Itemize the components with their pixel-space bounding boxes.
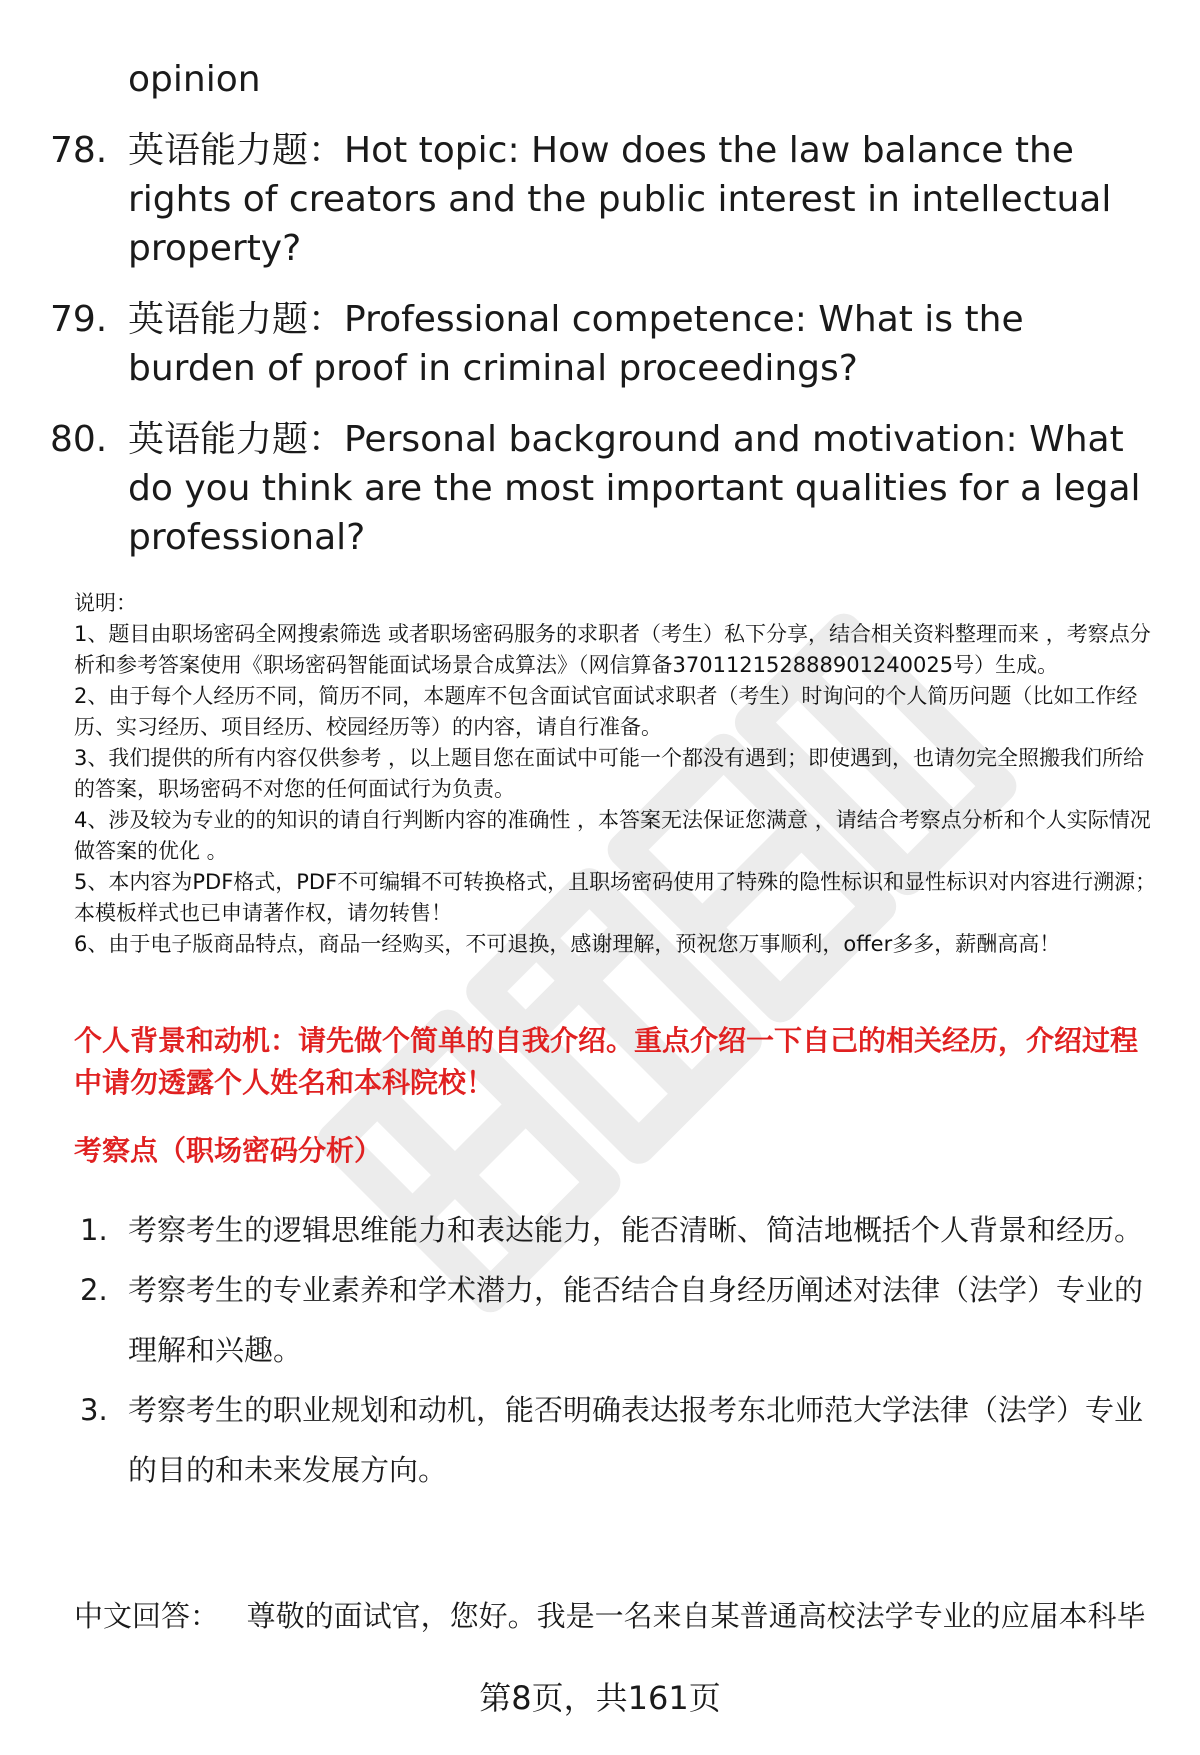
answer-text: 尊敬的面试官，您好。我是一名来自某普通高校法学专业的应届本科毕 <box>246 1599 1146 1633</box>
point-text: 考察考生的专业素养和学术潜力，能否结合自身经历阐述对法律（法学）专业的理解和兴趣。 <box>128 1273 1144 1367</box>
question-number: 80. <box>50 419 108 460</box>
answer-label: 中文回答： <box>74 1599 220 1633</box>
question-text: 英语能力题：Hot topic: How does the law balance the rights of creators and the public interest in intellectual property? <box>128 130 1112 269</box>
note-item: 3、我们提供的所有内容仅供参考 ，以上题目您在面试中可能一个都没有遇到；即使遇到，也请勿完全照搬我们所给的答案，职场密码不对您的任何面试行为负责。 <box>74 746 1145 801</box>
point-text: 考察考生的逻辑思维能力和表达能力，能否清晰、简洁地概括个人背景和经历。 <box>128 1213 1144 1247</box>
question-item <box>50 55 1160 104</box>
question-item <box>50 126 1160 273</box>
point-number: 2. <box>80 1273 108 1307</box>
note-item: 2、由于每个人经历不同，简历不同，本题库不包含面试官面试求职者（考生）时询问的个人简历问题（比如工作经历、实习经历、项目经历、校园经历等）的内容，请自行准备。 <box>74 684 1138 739</box>
page-footer: 第8页，共161页 <box>479 1679 721 1717</box>
question-item <box>50 295 1160 393</box>
point-number: 1. <box>80 1213 108 1247</box>
question-text: 英语能力题：Professional competence: What is the burden of proof in criminal proceedings? <box>128 299 1024 389</box>
question-number: 79. <box>50 299 108 340</box>
question-number <box>50 55 128 104</box>
note-item: 1、题目由职场密码全网搜索筛选 或者职场密码服务的求职者（考生）私下分享，结合相关资料整理而来 ，考察点分析和参考答案使用《职场密码智能面试场景合成算法》（网信算备370112152888901240025号）生成。 <box>74 622 1151 677</box>
question-item <box>50 415 1160 562</box>
section-question-heading: 个人背景和动机：请先做个简单的自我介绍。重点介绍一下自己的相关经历，介绍过程中请勿透露个人姓名和本科院校！ <box>74 1024 1139 1099</box>
question-list <box>50 55 1160 562</box>
question-text: 英语能力题：Personal background and motivation: What do you think are the most important qualities for a legal professional? <box>128 419 1141 558</box>
question-number: 78. <box>50 130 108 171</box>
point-text: 考察考生的职业规划和动机，能否明确表达报考东北师范大学法律（法学）专业的目的和未来发展方向。 <box>128 1393 1144 1487</box>
points-list <box>80 1200 1160 1500</box>
notes-block <box>74 588 1164 960</box>
note-item: 5、本内容为PDF格式，PDF不可编辑不可转换格式，且职场密码使用了特殊的隐性标识和显性标识对内容进行溯源；本模板样式也已申请著作权，请勿转售！ <box>74 870 1157 925</box>
notes-title: 说明： <box>74 591 137 615</box>
note-item: 6、由于电子版商品特点，商品一经购买，不可退换，感谢理解，预祝您万事顺利，offer多多，薪酬高高！ <box>74 932 1061 956</box>
points-heading: 考察点（职场密码分析） <box>74 1134 383 1167</box>
point-item <box>80 1200 1160 1260</box>
note-item: 4、涉及较为专业的的知识的请自行判断内容的准确性 ，本答案无法保证您满意 ，请结合考察点分析和个人实际情况做答案的优化 。 <box>74 808 1151 863</box>
answer-line <box>74 1594 1174 1638</box>
point-number: 3. <box>80 1393 108 1427</box>
point-item <box>80 1260 1160 1380</box>
question-text: opinion <box>128 59 261 100</box>
point-item <box>80 1380 1160 1500</box>
